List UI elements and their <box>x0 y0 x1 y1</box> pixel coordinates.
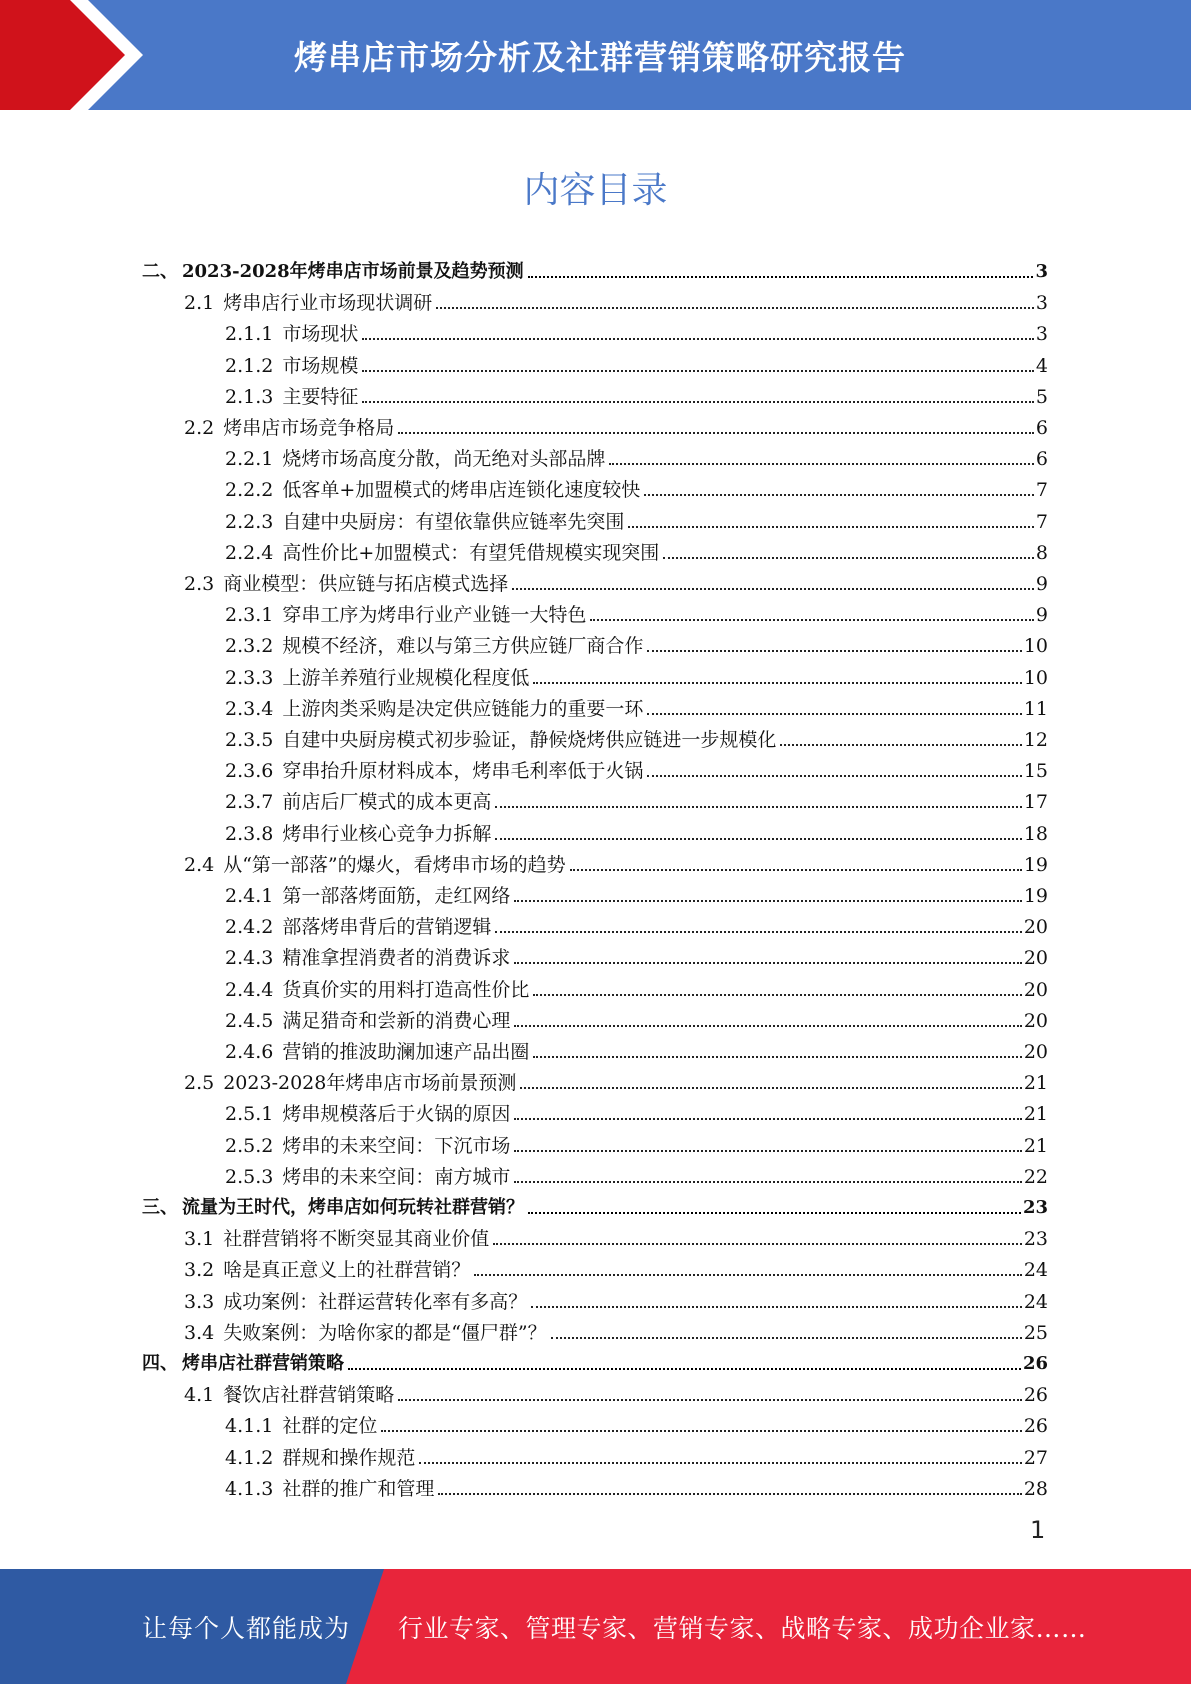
toc-entry-page: 9 <box>1035 604 1048 627</box>
toc-entry[interactable] <box>142 1344 1048 1375</box>
toc-entry[interactable] <box>225 1094 1048 1125</box>
toc-dot-leader <box>628 526 1034 528</box>
toc-entry[interactable] <box>142 1188 1048 1219</box>
toc-entry-title: 群规和操作规范 <box>282 1446 416 1469</box>
toc-entry-page: 10 <box>1023 635 1048 658</box>
toc-entry-page: 26 <box>1023 1415 1048 1438</box>
header-banner <box>0 0 1191 110</box>
header-arrow-shape <box>0 0 150 110</box>
toc-entry-number: 2.3.3 <box>225 666 274 689</box>
toc-entry-page: 21 <box>1023 1103 1048 1126</box>
toc-entry-number: 2.2 <box>184 417 215 439</box>
toc-dot-leader <box>533 682 1021 684</box>
toc-entry-title: 烤串店行业市场现状调研 <box>223 292 433 315</box>
toc-entry-page: 26 <box>1022 1353 1048 1374</box>
toc-entry-page: 28 <box>1023 1477 1048 1500</box>
toc-entry[interactable] <box>225 751 1048 782</box>
toc-entry-page: 23 <box>1022 1197 1048 1218</box>
toc-entry-title: 烤串店市场竞争格局 <box>223 417 395 439</box>
toc-entry-page: 26 <box>1023 1384 1048 1407</box>
toc-entry-title: 穿串工序为烤串行业产业链一大特色 <box>282 604 587 627</box>
toc-entry-page: 27 <box>1023 1446 1048 1469</box>
toc-entry-title: 流量为王时代，烤串店如何玩转社群营销？ <box>182 1197 524 1218</box>
toc-entry-page: 23 <box>1023 1228 1048 1251</box>
toc-dot-leader <box>644 494 1034 496</box>
toc-entry-number: 3.2 <box>184 1259 215 1282</box>
toc-entry-number: 4.1 <box>184 1384 215 1407</box>
report-title: 烤串店市场分析及社群营销策略研究报告 <box>294 37 906 77</box>
toc-entry-page: 24 <box>1023 1259 1048 1282</box>
toc-entry[interactable] <box>225 1001 1048 1032</box>
toc-entry-number: 4.1.3 <box>225 1477 274 1500</box>
footer-slogan-left: 让每个人都能成为 <box>142 1613 351 1643</box>
toc-entry[interactable] <box>225 470 1048 501</box>
toc-entry-title: 自建中央厨房模式初步验证，静候烧烤供应链进一步规模化 <box>282 729 777 751</box>
toc-entry-number: 2.1.1 <box>225 323 274 346</box>
toc-entry[interactable] <box>225 1126 1048 1157</box>
toc-dot-leader <box>514 1025 1021 1027</box>
toc-entry[interactable] <box>225 907 1048 938</box>
toc-entry-title: 烤串行业核心竞争力拆解 <box>282 822 492 845</box>
toc-entry-title: 社群营销将不断突显其商业价值 <box>223 1228 490 1251</box>
toc-dot-leader <box>647 775 1021 777</box>
toc-entry[interactable] <box>184 1063 1048 1094</box>
toc-entry-number: 2.5 <box>184 1072 215 1095</box>
toc-entry-number: 2.4.2 <box>225 916 274 939</box>
toc-entry[interactable] <box>225 720 1048 751</box>
toc-entry-title: 社群的推广和管理 <box>282 1477 435 1500</box>
toc-entry-number: 2.4.1 <box>225 885 274 907</box>
toc-entry-page: 3 <box>1035 323 1048 346</box>
toc-entry-page: 25 <box>1023 1321 1048 1344</box>
toc-entry[interactable] <box>184 283 1048 314</box>
toc-entry-number: 三、 <box>142 1197 178 1218</box>
toc-entry-number: 3.1 <box>184 1228 215 1251</box>
toc-entry[interactable] <box>225 782 1048 813</box>
toc-entry-number: 2.3.5 <box>225 729 274 751</box>
toc-entry-number: 2.2.1 <box>225 448 274 471</box>
toc-entry-title: 高性价比+加盟模式：有望凭借规模实现突围 <box>282 541 660 564</box>
toc-entry-title: 烤串的未来空间：下沉市场 <box>282 1134 511 1157</box>
toc-entry-number: 2.1.2 <box>225 354 274 377</box>
toc-entry[interactable] <box>225 938 1048 969</box>
toc-entry[interactable] <box>225 814 1048 845</box>
toc-entry-number: 2.1.3 <box>225 385 274 408</box>
toc-entry-title: 上游肉类采购是决定供应链能力的重要一环 <box>282 697 644 720</box>
toc-entry-title: 成功案例：社群运营转化率有多高？ <box>223 1290 528 1313</box>
toc-entry-number: 四、 <box>142 1353 178 1374</box>
toc-dot-leader <box>609 463 1034 465</box>
toc-entry-title: 穿串抬升原材料成本，烤串毛利率低于火锅 <box>282 760 644 783</box>
toc-entry-title: 失败案例：为啥你家的都是“僵尸群”？ <box>223 1321 547 1344</box>
toc-entry-title: 烤串店社群营销策略 <box>182 1353 344 1374</box>
toc-entry-page: 18 <box>1023 822 1048 845</box>
toc-dot-leader <box>533 1056 1021 1058</box>
toc-entry[interactable] <box>225 439 1048 470</box>
toc-entry-number: 2.3.1 <box>225 604 274 627</box>
toc-entry[interactable] <box>225 1032 1048 1063</box>
toc-entry-title: 2023-2028年烤串店市场前景预测 <box>223 1072 517 1095</box>
toc-dot-leader <box>438 1493 1021 1495</box>
toc-dot-leader <box>780 744 1021 746</box>
toc-entry-number: 3.3 <box>184 1290 215 1313</box>
toc-dot-leader <box>514 1150 1021 1152</box>
toc-entry-page: 8 <box>1035 541 1048 564</box>
toc-entry-number: 2.2.2 <box>225 479 274 502</box>
toc-entry-title: 从“第一部落”的爆火，看烤串市场的趋势 <box>223 853 566 876</box>
toc-entry-page: 6 <box>1035 417 1048 439</box>
toc-entry-title: 营销的推波助澜加速产品出圈 <box>282 1041 530 1063</box>
toc-entry-number: 2.3 <box>184 573 215 595</box>
toc-entry[interactable] <box>225 970 1048 1001</box>
toc-entry-page: 22 <box>1023 1165 1048 1188</box>
toc-entry-page: 21 <box>1023 1072 1048 1095</box>
toc-dot-leader <box>514 1118 1021 1120</box>
toc-entry-number: 2.5.2 <box>225 1134 274 1157</box>
toc-entry-page: 3 <box>1035 292 1048 315</box>
toc-entry-number: 2.4.6 <box>225 1041 274 1063</box>
toc-entry-number: 2.4.5 <box>225 1009 274 1032</box>
toc-entry-number: 2.1 <box>184 292 215 315</box>
toc-dot-leader <box>520 1087 1021 1089</box>
toc-entry-number: 2.4.3 <box>225 947 274 970</box>
toc-entry-title: 烤串的未来空间：南方城市 <box>282 1165 511 1188</box>
toc-entry-page: 19 <box>1023 885 1048 907</box>
toc-entry-title: 餐饮店社群营销策略 <box>223 1384 395 1407</box>
toc-dot-leader <box>528 276 1034 278</box>
toc-entry-page: 3 <box>1035 261 1048 282</box>
toc-entry-title: 啥是真正意义上的社群营销？ <box>223 1259 471 1282</box>
toc-entry-page: 19 <box>1023 853 1048 876</box>
toc-entry[interactable] <box>225 314 1048 345</box>
toc-entry-number: 2.2.3 <box>225 510 274 533</box>
toc-dot-leader <box>362 370 1034 372</box>
toc-entry-title: 市场现状 <box>282 323 359 346</box>
toc-dot-leader <box>436 307 1034 309</box>
toc-dot-leader <box>663 557 1034 559</box>
toc-entry-title: 烤串规模落后于火锅的原因 <box>282 1103 511 1126</box>
toc-dot-leader <box>570 869 1022 871</box>
toc-entry-page: 6 <box>1035 448 1048 471</box>
toc-entry-page: 17 <box>1023 791 1048 814</box>
toc-entry-number: 2.5.3 <box>225 1165 274 1188</box>
toc-entry-page: 4 <box>1035 354 1048 377</box>
toc-entry[interactable] <box>225 595 1048 626</box>
toc-entry-page: 5 <box>1035 385 1048 408</box>
toc-dot-leader <box>514 900 1021 902</box>
toc-entry-title: 烧烤市场高度分散，尚无绝对头部品牌 <box>282 448 606 471</box>
toc-entry-number: 2.4.4 <box>225 978 274 1001</box>
toc-dot-leader <box>514 962 1021 964</box>
toc-entry-number: 2.4 <box>184 853 215 876</box>
toc-entry-page: 20 <box>1023 1009 1048 1032</box>
toc-dot-leader <box>528 1212 1021 1214</box>
toc-entry[interactable] <box>184 1282 1048 1313</box>
toc-entry-title: 规模不经济，难以与第三方供应链厂商合作 <box>282 635 644 658</box>
toc-dot-leader <box>362 338 1034 340</box>
toc-dot-leader <box>362 401 1034 403</box>
toc-entry-page: 24 <box>1023 1290 1048 1313</box>
toc-dot-leader <box>398 432 1034 434</box>
page-number: 1 <box>1030 1516 1046 1544</box>
toc-dot-leader <box>531 1306 1022 1308</box>
toc-entry-title: 上游羊养殖行业规模化程度低 <box>282 666 530 689</box>
toc-dot-leader <box>419 1462 1021 1464</box>
toc-entry-number: 2.3.2 <box>225 635 274 658</box>
toc-entry-page: 21 <box>1023 1134 1048 1157</box>
toc-entry[interactable] <box>142 252 1048 283</box>
toc-entry[interactable] <box>225 1406 1048 1437</box>
toc-entry-page: 10 <box>1023 666 1048 689</box>
toc-entry-title: 满足猎奇和尝新的消费心理 <box>282 1009 511 1032</box>
toc-heading: 内容目录 <box>523 170 668 211</box>
toc-entry-number: 4.1.2 <box>225 1446 274 1469</box>
toc-entry[interactable] <box>184 1250 1048 1281</box>
toc-dot-leader <box>398 1399 1022 1401</box>
toc-entry[interactable] <box>184 408 1048 439</box>
toc-dot-leader <box>647 650 1021 652</box>
toc-dot-leader <box>381 1430 1021 1432</box>
toc-dot-leader <box>590 619 1034 621</box>
toc-dot-leader <box>512 588 1034 590</box>
toc-entry[interactable] <box>225 1469 1048 1500</box>
toc-entry[interactable] <box>225 346 1048 377</box>
toc-entry-title: 货真价实的用料打造高性价比 <box>282 978 530 1001</box>
toc-entry-page: 15 <box>1023 760 1048 783</box>
toc-entry[interactable] <box>225 876 1048 907</box>
footer-slogan-right: 行业专家、管理专家、营销专家、战略专家、成功企业家…… <box>398 1613 1087 1643</box>
toc-entry[interactable] <box>225 502 1048 533</box>
toc-entry[interactable] <box>225 533 1048 564</box>
toc-entry[interactable] <box>225 626 1048 657</box>
toc-entry[interactable] <box>184 1313 1048 1344</box>
toc-dot-leader <box>348 1368 1021 1370</box>
toc-entry[interactable] <box>184 1219 1048 1250</box>
toc-entry-title: 市场规模 <box>282 354 359 377</box>
toc-entry-page: 9 <box>1035 573 1048 595</box>
toc-dot-leader <box>514 1181 1021 1183</box>
toc-entry-number: 二、 <box>142 261 178 282</box>
footer-banner <box>0 1569 1191 1684</box>
toc-entry-page: 20 <box>1023 1041 1048 1063</box>
toc-entry-number: 2.3.7 <box>225 791 274 814</box>
toc-entry-number: 2.3.4 <box>225 697 274 720</box>
toc-entry[interactable] <box>225 377 1048 408</box>
toc-entry-title: 商业模型：供应链与拓店模式选择 <box>223 573 509 595</box>
toc-entry-page: 7 <box>1035 510 1048 533</box>
toc-entry-page: 11 <box>1023 697 1048 720</box>
toc-entry-number: 3.4 <box>184 1321 215 1344</box>
toc-entry-page: 20 <box>1023 947 1048 970</box>
toc-entry[interactable] <box>225 689 1048 720</box>
toc-entry-title: 低客单+加盟模式的烤串店连锁化速度较快 <box>282 479 641 502</box>
toc-dot-leader <box>495 838 1021 840</box>
toc-entry-title: 主要特征 <box>282 385 359 408</box>
toc-dot-leader <box>493 1243 1022 1245</box>
toc-entry[interactable] <box>184 1375 1048 1406</box>
toc-entry[interactable] <box>184 845 1048 876</box>
toc-entry-number: 4.1.1 <box>225 1415 274 1438</box>
toc-entry[interactable] <box>225 1438 1048 1469</box>
toc-entry-number: 2.3.8 <box>225 822 274 845</box>
toc-entry-number: 2.3.6 <box>225 760 274 783</box>
toc-dot-leader <box>495 931 1021 933</box>
toc-entry-title: 社群的定位 <box>282 1415 378 1438</box>
toc-entry-page: 20 <box>1023 916 1048 939</box>
toc-entry-title: 第一部落烤面筋，走红网络 <box>282 885 511 907</box>
toc-entry-title: 精准拿捏消费者的消费诉求 <box>282 947 511 970</box>
toc-entry[interactable] <box>225 658 1048 689</box>
toc-dot-leader <box>533 994 1021 996</box>
toc-entry[interactable] <box>225 1157 1048 1188</box>
toc-entry-number: 2.5.1 <box>225 1103 274 1126</box>
toc-entry-number: 2.2.4 <box>225 541 274 564</box>
toc-dot-leader <box>474 1274 1022 1276</box>
toc-entry-page: 12 <box>1023 729 1048 751</box>
toc-entry-title: 前店后厂模式的成本更高 <box>282 791 492 814</box>
toc-entry-page: 20 <box>1023 978 1048 1001</box>
toc-entry[interactable] <box>184 564 1048 595</box>
toc-dot-leader <box>495 806 1021 808</box>
toc-entry-page: 7 <box>1035 479 1048 502</box>
toc-entry-title: 部落烤串背后的营销逻辑 <box>282 916 492 939</box>
toc-entry-title: 2023-2028年烤串店市场前景及趋势预测 <box>182 261 524 282</box>
toc-dot-leader <box>647 713 1021 715</box>
toc-dot-leader <box>551 1337 1022 1339</box>
toc-entry-title: 自建中央厨房：有望依靠供应链率先突围 <box>282 510 625 533</box>
